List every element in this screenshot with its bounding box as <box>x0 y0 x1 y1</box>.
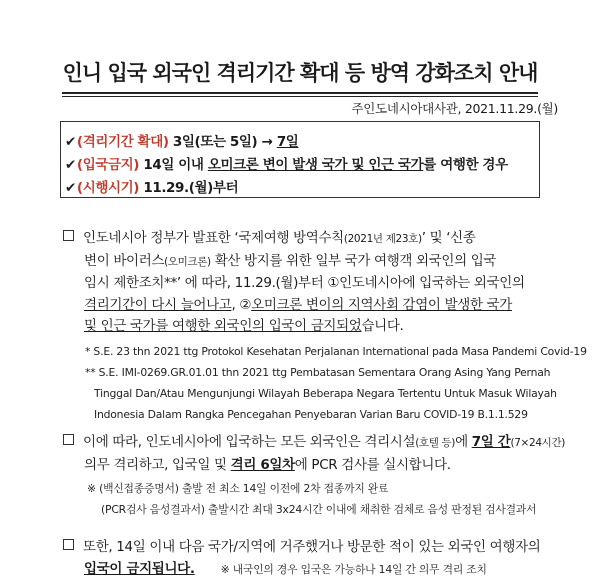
inline-note: ※ 내국인의 경우 입국은 가능하나 14일 간 의무 격리 조치 <box>220 562 487 576</box>
dateline: 주인도네시아대사관, 2021.11.29.(월) <box>351 101 558 116</box>
text-underlined: 오미크론 변이의 지역사회 감염이 발생한 국가 <box>251 296 512 313</box>
footnote: ** S.E. IMI-0269.GR.01.01 thn 2021 ttg Pembatasan Sementara Orang Asing Yang Pernah <box>85 365 551 379</box>
section-3 <box>63 537 563 580</box>
text-underlined: 및 인근 국가를 여행한 외국인의 입국이 금지되었 <box>84 318 362 334</box>
page-title: 인니 입국 외국인 격리기간 확대 등 방역 강화조치 안내 <box>62 61 538 85</box>
footnote: Indonesia Dalam Rangka Pencegahan Penyebaran Varian Baru COVID-19 B.1.1.529 <box>94 407 528 421</box>
footnote: Tinggal Dan/Atau Mengunjungi Wilayah Beberapa Negara Tertentu Untuk Masuk Wilayah <box>94 386 557 400</box>
paragraph-line <box>63 559 563 580</box>
section-1 <box>63 228 587 425</box>
summary-tag: (입국금지) <box>76 157 140 173</box>
checkbox-bullet-icon <box>63 539 74 550</box>
text: (호텔 등) <box>415 437 456 449</box>
text: 의무 격리하고, 입국일 및 <box>84 456 231 473</box>
text-underlined: 격리기간이 다시 늘어나고 <box>84 296 232 313</box>
paragraph-line <box>63 537 563 559</box>
title-underline-thin <box>62 96 538 97</box>
paragraph-line: 임시 제한조치**’ 에 따라, 11.29.(월)부터 ①인도네시아에 입국하는 외국인의 <box>84 275 525 291</box>
text: 확산 방지를 위한 일부 국가 여행객 외국인의 입국 <box>210 252 497 269</box>
summary-line-effective-date <box>65 176 238 196</box>
summary-text: 3일(또는 5일) → <box>168 134 277 150</box>
summary-text-emphasis: 7일 <box>276 134 299 150</box>
paragraph-line <box>63 228 563 251</box>
checkbox-bullet-icon <box>63 434 74 445</box>
summary-tag: (격리기간 확대) <box>76 134 169 150</box>
title-underline <box>62 92 538 94</box>
footnote: * S.E. 23 thn 2021 ttg Protokol Kesehatan Perjalanan International pada Masa Pandemi Covid-19 <box>85 344 587 358</box>
checkmark-icon: ✔ <box>65 180 76 196</box>
summary-text: 14일 이내 <box>139 157 208 173</box>
text: 습니다. <box>361 318 404 334</box>
text: (오미크론) <box>164 255 211 268</box>
section-2 <box>63 432 566 520</box>
summary-line-quarantine <box>65 130 298 150</box>
checkmark-icon: ✔ <box>65 134 76 150</box>
summary-box <box>60 121 540 198</box>
paragraph-line <box>63 295 563 317</box>
text: 변이 바이러스 <box>84 252 165 269</box>
text-underlined: 격리 6일차 <box>230 456 295 473</box>
text: 에 <box>455 434 472 450</box>
paragraph-line <box>63 432 566 455</box>
summary-tag: (시행시기) <box>76 180 140 196</box>
text: (2021년 제23호) <box>343 233 422 245</box>
text: , ② <box>231 296 252 313</box>
checkbox-bullet-icon <box>63 230 74 241</box>
summary-text: 11.29.(월)부터 <box>139 180 239 196</box>
summary-text: 를 여행한 경우 <box>423 157 508 173</box>
summary-text-emphasis: 오미크론 변이 발생 국가 및 인근 국가 <box>207 157 424 173</box>
text-underlined: 7일 간 <box>471 434 511 450</box>
paragraph-line <box>63 455 563 477</box>
text-underlined: 입국이 금지됩니다. <box>84 560 195 577</box>
text: ’ 및 ‘신종 <box>421 230 476 246</box>
summary-line-entry-ban <box>65 153 508 173</box>
text: 또한, 14일 이내 다음 국가/지역에 거주했거나 방문한 적이 있는 외국인 여행자의 <box>83 539 541 555</box>
checkmark-icon: ✔ <box>65 157 76 173</box>
footnote: ※ (백신접종증명서) 출발 전 최소 14일 이전에 2차 접종까지 완료 <box>87 482 389 495</box>
title-block <box>62 60 538 97</box>
paragraph-line <box>63 316 563 338</box>
text: 인도네시아 정부가 발표한 ‘국제여행 방역수칙 <box>83 230 344 246</box>
text: (7×24시간) <box>510 437 566 449</box>
text: 이에 따라, 인도네시아에 입국하는 모든 외국인은 격리시설 <box>83 434 416 450</box>
footnote: (PCR검사 음성결과서) 출발시간 최대 3x24시간 이내에 채취한 검체로 음성 판정된 검사결과서 <box>101 503 537 516</box>
paragraph-line <box>63 251 563 274</box>
text: 에 PCR 검사를 실시합니다. <box>294 456 451 473</box>
